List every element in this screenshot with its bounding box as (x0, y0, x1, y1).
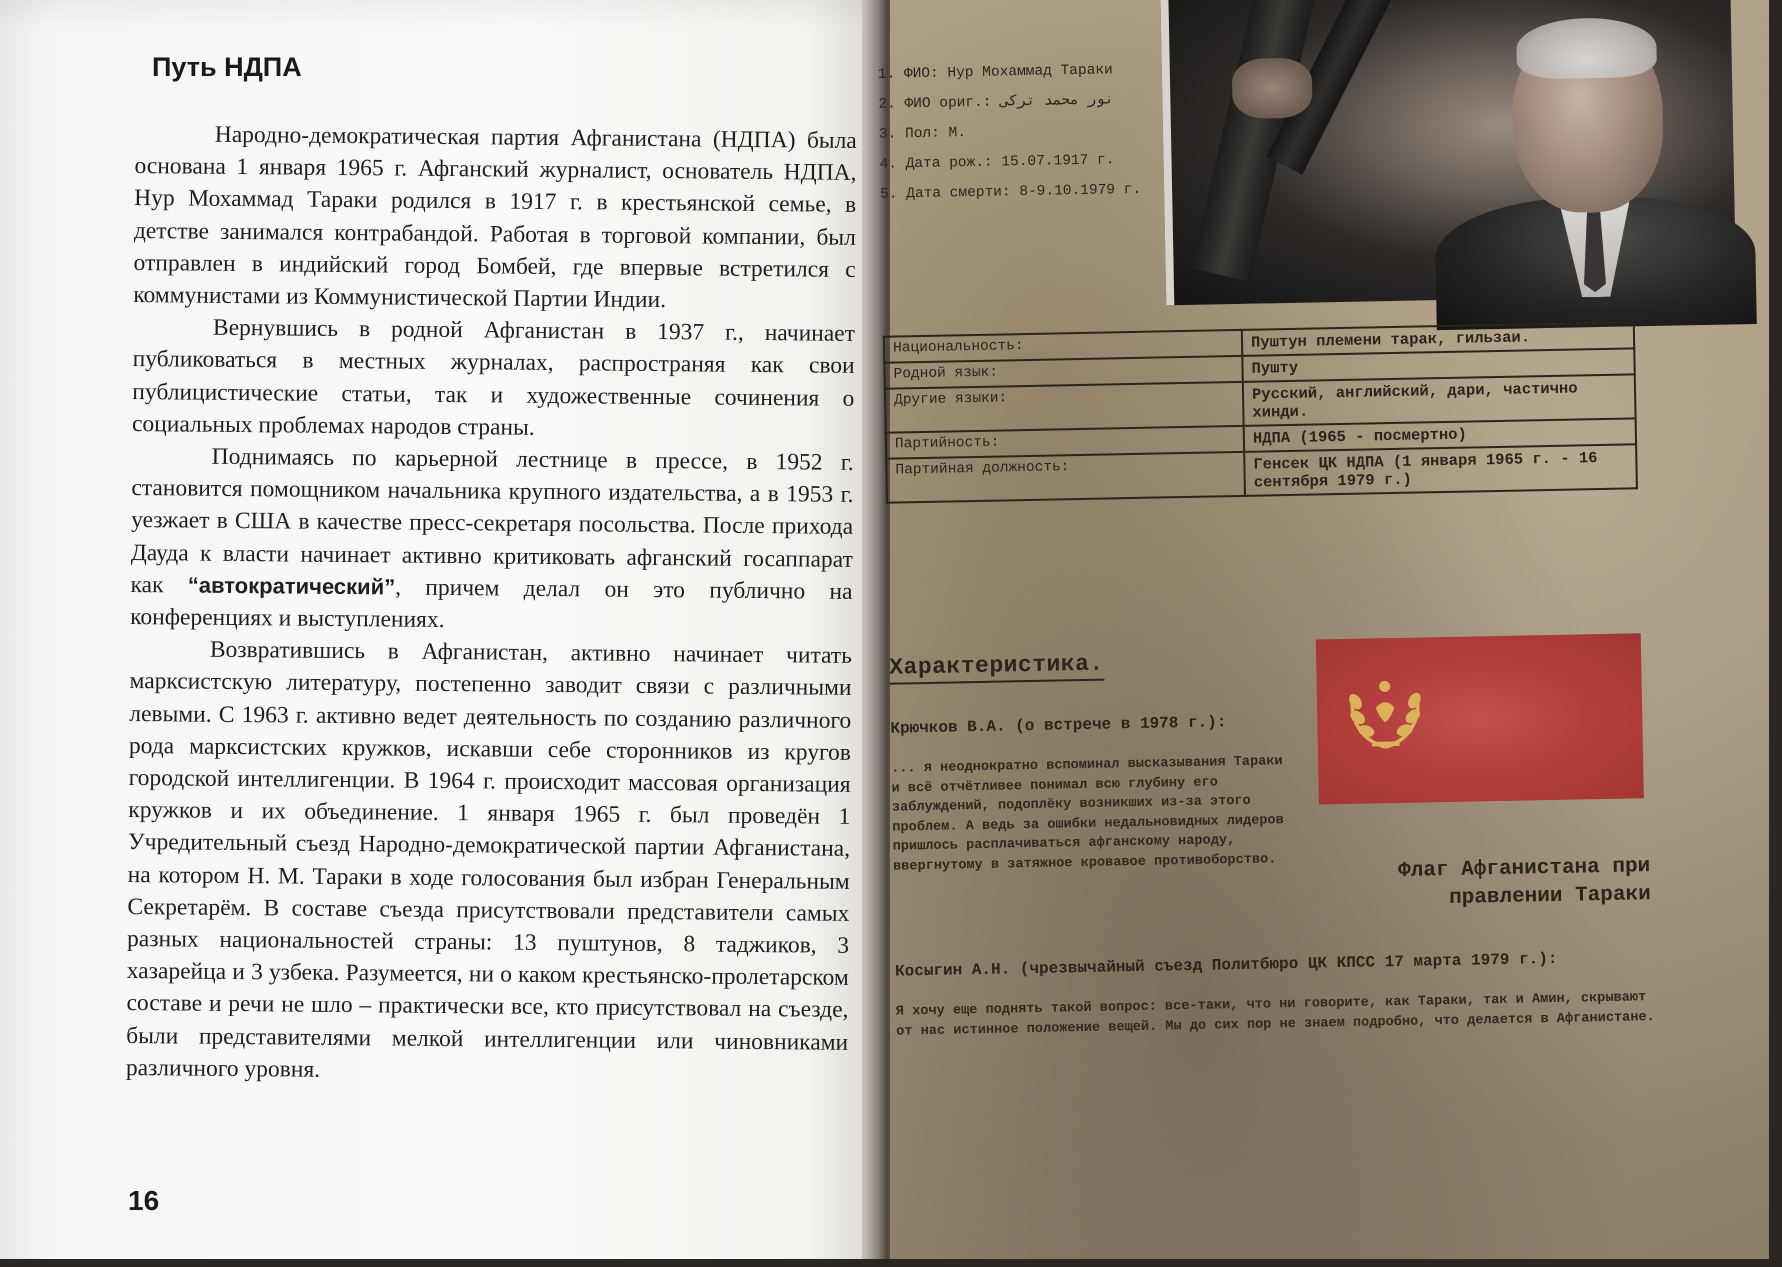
table-value: Пушту (1242, 348, 1634, 382)
table-label: Национальность: (884, 330, 1242, 363)
id-line-birth: 4. Дата рож.: 15.07.1917 г. (879, 152, 1115, 173)
paragraph-3-text: Поднимаясь по карьерной лестнице в прессе, в 1952 г. становится помощником начальника крупного издательства, а в 1953 г. уезжает в США в качестве пресс-секретаря посольства. После прихода Дауда к власти начинает активно критиковать афганский госаппарат как (130, 443, 854, 599)
table-value: Русский, английский, дари, частично хинди. (1243, 374, 1636, 426)
right-page-content (879, 0, 1782, 1267)
page-number: 16 (128, 1185, 160, 1216)
chapter-title: Путь НДПА (152, 52, 302, 82)
paragraph-3 (130, 440, 854, 640)
emblem-icon (1338, 665, 1432, 759)
id-list (878, 55, 1142, 210)
hand-shape (1232, 57, 1313, 119)
quoted-term: “автократический” (187, 572, 396, 600)
quote-author: Косыгин А.Н. (чрезвычайный съезд Политбюро ЦК КПСС 17 марта 1979 г.): (894, 949, 1558, 981)
paragraph-1: Народно-демократическая партия Афганистана (НДПА) была основана 1 января 1965 г. Афганский журналист, основатель НДПА, Нур Мохаммад Тараки родился в 1917 г. в крестьянской семье, в детстве занимался контрабандой. Работая в торговой компании, был отправлен в индийский город Бомбей, где впервые встретился с коммунистами из Коммунистической Партии Индии. (133, 121, 857, 314)
table-label: Партийная должность: (886, 452, 1245, 503)
left-page (0, 0, 880, 1259)
portrait-photo (1160, 0, 1736, 305)
table-label: Родной язык: (884, 356, 1242, 389)
hair-shape (1516, 17, 1657, 80)
paragraph-3-tail: , причем делал он это публично на конференциях и выступлениях. (130, 574, 853, 634)
quote-author: Крючков В.А. (о встрече в 1978 г.): (890, 713, 1227, 738)
section-heading: Характеристика. (889, 651, 1104, 681)
table-value: Пуштун племени тарак, гильзаи. (1242, 322, 1634, 356)
id-line-sex: 3. Пол: М. (878, 125, 967, 143)
quote-text: ... я неоднократно вспоминал высказывания Тараки и всё отчётливее понимал всю глубину его заблуждений, подоплёку возникших из-за этого проблем. А ведь за ошибки недальновидных лидеров пришлось расплачиваться афганскому народу, ввергнутому в затяжное кровавое противоборство. (891, 754, 1284, 875)
right-page (877, 0, 1769, 1259)
table-label: Другие языки: (885, 382, 1244, 433)
afghan-flag-image (1316, 633, 1644, 804)
page-shadow (0, 0, 880, 30)
table-value: Генсек ЦК НДПА (1 января 1965 г. - 16 сентября 1979 г.) (1244, 444, 1637, 496)
id-line-name: 1. ФИО: Нур Мохаммад Тараки (877, 62, 1113, 83)
flag-caption: Флаг Афганистана при правлении Тараки (1397, 855, 1651, 910)
id-line-original-name: 2. ФИО ориг.: نور محمد ترکی (878, 92, 1114, 113)
table-label: Партийность: (886, 426, 1244, 459)
paragraph-2: Вернувшись в родной Афганистан в 1937 г., начинает публиковаться в местных журналах, распространяя как свои публицистические статьи, так и художественные сочинения о социальных проблемах народов страны. (131, 314, 856, 441)
quote-text: Я хочу еще поднять такой вопрос: все-таки, что ни говорите, как Тараки, так и Амин, скрывают от нас истинное положение вещей. Мы до сих пор не знаем подробно, что делается в Афганистане. (895, 990, 1655, 1040)
paragraph-4: Возвратившись в Афганистан, активно начинает читать марксистскую литературу, постепенно заводит связи с различными левыми. С 1963 г. активно ведет деятельность по созданию различного рода марксистских кружков, искавши себе сторонников из кругов городской интеллигенции. В 1964 г. происходит массовая организация кружков и их объединение. 1 января 1965 г. был проведён 1 Учредительный съезд Народно-демократической партии Афганистана, на котором Н. М. Тараки в ходе голосования был избран Генеральным Секретарём. В составе съезда присутствовали представители самых разных национальностей страны: 13 пуштунов, 8 таджиков, 3 хазарейца и 3 узбека. Разумеется, ни о каком крестьянско-пролетарском составе и речи не шло – практически все, кто присутствовал на съезде, были представителями мелкой интеллигенции или чиновниками различного уровня. (125, 636, 852, 1083)
id-line-death: 5. Дата смерти: 8-9.10.1979 г. (879, 181, 1142, 203)
body-text (126, 118, 857, 1091)
info-table (883, 321, 1638, 503)
table-value: НДПА (1965 - посмертно) (1244, 418, 1636, 452)
